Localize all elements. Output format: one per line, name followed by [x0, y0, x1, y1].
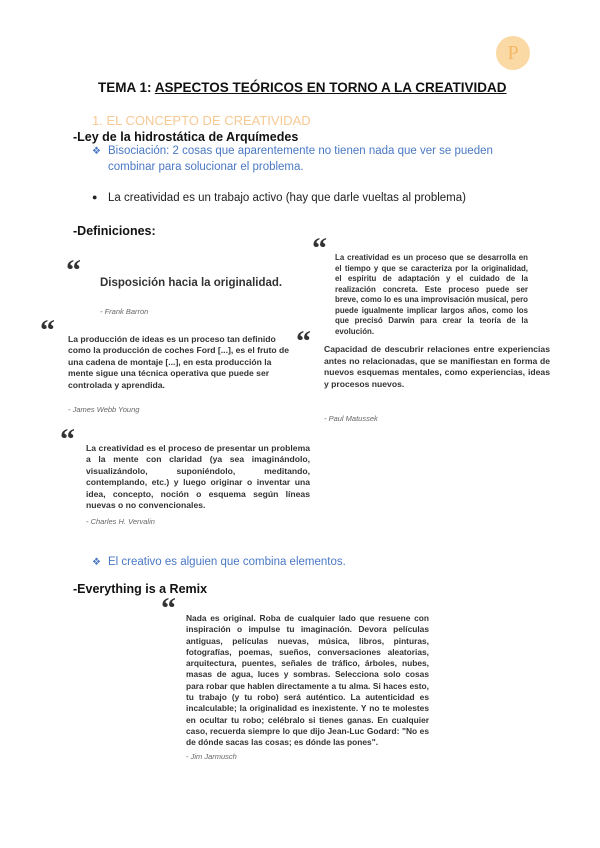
quote-vervalin-text: La creatividad es el proceso de presentar un problema a la mente con claridad (ya sea imaginándolo, visualizándolo, suponiéndolo, meditando, contemplando, etc.) y luego originar o inventar una idea, concepto, noción o esquema según líneas nuevas o no convencionales.	[86, 443, 310, 511]
diamond-bullet-icon: ❖	[92, 146, 101, 157]
quote-young-author: - James Webb Young	[68, 405, 140, 414]
definitions-heading: -Definiciones:	[73, 224, 156, 238]
quote-barron-author: - Frank Barron	[100, 307, 149, 316]
quote-vervalin-author: - Charles H. Vervalin	[86, 517, 155, 526]
diamond-bullet-icon: ❖	[92, 557, 101, 568]
creative-combines-text: El creativo es alguien que combina elementos.	[108, 556, 346, 568]
bullet-icon: ●	[92, 192, 98, 202]
active-work-text: La creatividad es un trabajo activo (hay que darle vueltas al problema)	[108, 192, 466, 204]
quote-icon: “	[296, 325, 311, 358]
title-main: ASPECTOS TEÓRICOS EN TORNO A LA CREATIVIDAD	[154, 80, 507, 95]
quote-icon: “	[312, 232, 327, 265]
quote-icon: “	[40, 314, 55, 347]
quote-young-text: La producción de ideas es un proceso tan definido como la producción de coches Ford [...], es el fruto de una cadena de montaje [...], en esta producción la mente sigue una técnica operativa que puede ser controlada y aprendida.	[68, 334, 290, 390]
quote-icon: “	[66, 254, 81, 287]
bisociation-text: Bisociación: 2 cosas que aparentemente no tienen nada que ver se pueden combinar para solucionar el problema.	[108, 145, 493, 173]
remix-heading: -Everything is a Remix	[73, 582, 208, 596]
quote-icon: “	[60, 423, 75, 456]
title-prefix: TEMA 1:	[98, 80, 155, 95]
logo-badge: P	[496, 36, 530, 70]
quote-jarmusch-text: Nada es original. Roba de cualquier lado que resuene con inspiración o impulse tu imaginación. Devora películas antiguas, películas nuevas, música, libros, pinturas, fotografías, poemas, sueños, conversaciones aleatorias, arquitectura, puentes, señales de tráfico, árboles, nubes, masas de agua, luces y sombras. Selecciona solo cosas para robar que hablen directamente a tu alma. Si haces esto, tu trabajo (y tu robo) será auténtico. La autenticidad es incalculable; la originalidad es inexistente. Y no te molestes en ocultar tu robo; celébralo si tienes ganas. En cualquier caso, recuerda siempre lo que dijo Jean-Luc Godard: "No es de dónde sacas las cosas; es dónde las pones".	[186, 613, 429, 748]
section-heading: 1. EL CONCEPTO DE CREATIVIDAD	[92, 113, 311, 128]
quote-matussek-text: Capacidad de descubrir relaciones entre experiencias antes no relacionadas, que se manifiestan en forma de nuevos esquemas mentales, como experiencias, ideas y procesos nuevos.	[324, 344, 550, 389]
quote-proceso-text: La creatividad es un proceso que se desarrolla en el tiempo y que se caracteriza por la originalidad, el espíritu de adaptación y el cuidado de la realización concreta. Este proceso puede ser breve, como lo es una improvisación musical, pero puede igualmente implicar largos años, como los que precisó Darwin para crear la teoría de la evolución.	[335, 253, 528, 336]
page-title	[98, 80, 507, 95]
quote-icon: “	[161, 592, 176, 625]
quote-matussek-author: - Paul Matussek	[324, 414, 378, 423]
quote-jarmusch-author: - Jim Jarmusch	[186, 752, 237, 761]
quote-barron-text: Disposición hacia la originalidad.	[100, 277, 283, 289]
law-heading: -Ley de la hidrostática de Arquímedes	[73, 130, 299, 144]
